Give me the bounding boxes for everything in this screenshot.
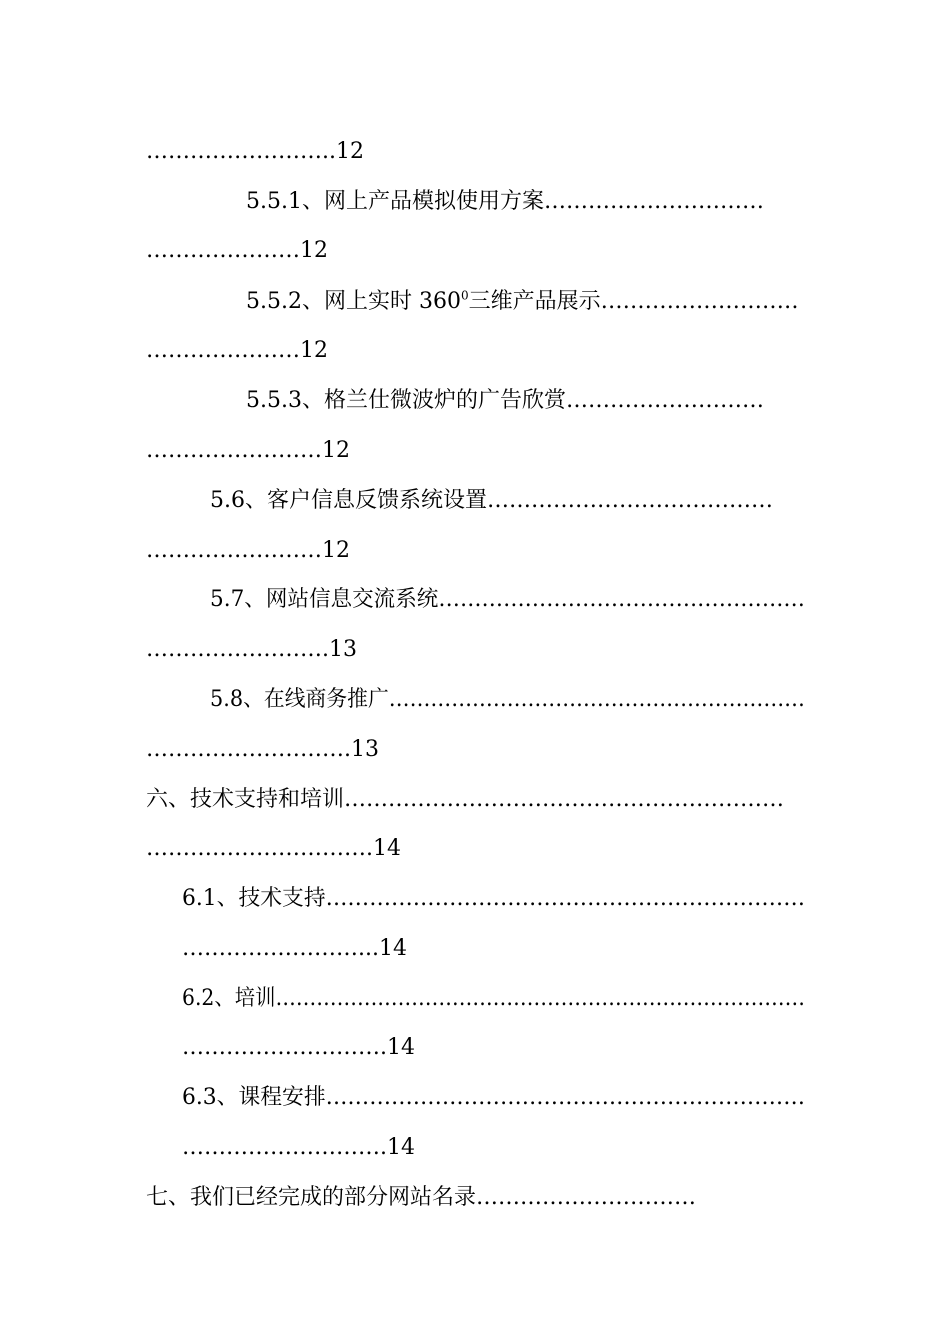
toc-entry-5-6[interactable]: 5.6、客户信息反馈系统设置………………………………… <box>210 488 773 513</box>
toc-entry-6-3-page: ……………………….14 <box>182 1135 415 1160</box>
toc-entry-5-5-2-title-rest: 三维产品展示……………………… <box>468 289 799 314</box>
superscript-degree: 0 <box>460 288 469 303</box>
toc-entry-5-5-1-page: …………………12 <box>146 238 328 263</box>
toc-entry-6-2-page: ……………………….14 <box>182 1035 415 1060</box>
toc-entry-5-8[interactable]: 5.8、在线商务推广…………………………………………………… <box>210 687 805 712</box>
toc-entry-7[interactable]: 七、我们已经完成的部分网站名录………………………… <box>146 1185 697 1210</box>
toc-entry-5-5-3-page: ……………………12 <box>146 438 350 463</box>
toc-entry-6-page: ………………………….14 <box>146 836 401 861</box>
toc-entry-5-5-2[interactable] <box>246 287 799 317</box>
toc-entry-5-5-1[interactable]: 5.5.1、网上产品模拟使用方案………………………… <box>246 189 764 214</box>
toc-entry-5-5-2-page: …………………12 <box>146 338 328 363</box>
toc-entry-continuation: ……………………..12 <box>146 139 364 164</box>
toc-entry-5-5-3[interactable]: 5.5.3、格兰仕微波炉的广告欣赏……………………… <box>246 388 764 413</box>
toc-entry-6[interactable]: 六、技术支持和培训…………………………………………………… <box>146 787 785 812</box>
toc-entry-6-2[interactable]: 6.2、培训…………………………………………………………………… <box>182 986 805 1011</box>
toc-entry-5-5-2-title: 5.5.2、网上实时 360 <box>246 289 461 314</box>
toc-entry-6-1-page: ……………………...14 <box>182 936 407 961</box>
toc-entry-6-1[interactable]: 6.1、技术支持………………………………………………………… <box>182 886 806 911</box>
toc-entry-6-3[interactable]: 6.3、课程安排………………………………………………………… <box>182 1085 806 1110</box>
toc-entry-5-7[interactable]: 5.7、网站信息交流系统…………………………………………… <box>210 587 805 612</box>
toc-entry-5-8-page: ……………………….13 <box>146 737 379 762</box>
toc-entry-5-7-page: …………………….13 <box>146 637 357 662</box>
toc-entry-5-6-page: ……………………12 <box>146 538 350 563</box>
